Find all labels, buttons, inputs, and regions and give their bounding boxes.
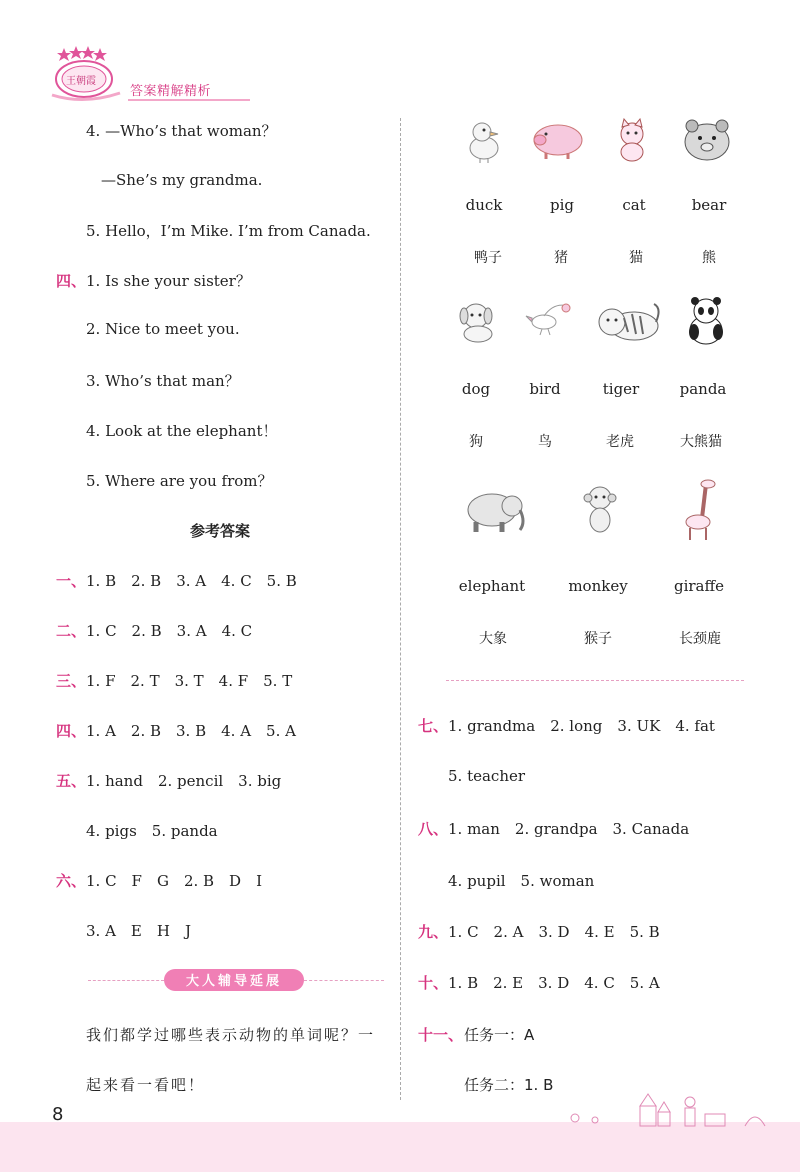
answer-line: 3. A E H J	[86, 922, 191, 940]
animal-name: cat	[622, 196, 646, 214]
answer-line: 1. C F G 2. B D I	[86, 872, 263, 890]
column-divider	[400, 118, 401, 1100]
animal-name: monkey	[568, 577, 628, 595]
animal-name: duck	[465, 196, 503, 214]
animal-name: panda	[679, 380, 727, 398]
animal-chinese: 狗	[469, 434, 483, 450]
guidance-paragraph: 起来看一看吧！	[86, 1076, 206, 1094]
bird-icon	[524, 302, 572, 338]
bear-icon	[682, 118, 732, 162]
question-1: 1. Is she your sister？	[86, 272, 251, 290]
animal-name: bird	[529, 380, 561, 398]
animal-chinese: 鸟	[538, 434, 552, 450]
animal-name: pig	[549, 196, 574, 214]
header-title: 答案精解精析	[130, 84, 212, 99]
animal-chinese: 大象	[479, 631, 507, 647]
answer-line: 1. F 2. T 3. T 4. F 5. T	[86, 672, 293, 690]
answer-line: 1. C 2. A 3. D 4. E 5. B	[448, 923, 660, 941]
question-2: 2. Nice to meet you.	[86, 320, 240, 338]
answer-line: 4. pigs 5. panda	[86, 822, 218, 840]
answer-prefix: 五、	[56, 772, 87, 790]
answer-line: 任务二：1. B	[464, 1076, 554, 1094]
answer-prefix: 六、	[56, 872, 87, 890]
answer-line: 4. pupil 5. woman	[448, 872, 595, 890]
dialog-line-4a: 4. —Who’s that woman？	[86, 122, 277, 140]
answer-line: 1. man 2. grandpa 3. Canada	[448, 820, 690, 838]
panda-icon	[686, 296, 726, 346]
answer-line: 1. grandma 2. long 3. UK 4. fat	[448, 717, 715, 735]
animal-chinese: 猴子	[584, 631, 612, 647]
giraffe-icon	[682, 478, 722, 542]
header-rule	[128, 99, 250, 101]
animal-chinese: 猪	[554, 250, 568, 266]
animal-chinese: 大熊猫	[680, 434, 722, 450]
monkey-icon	[582, 484, 618, 536]
animal-name: giraffe	[673, 577, 725, 595]
answer-prefix: 十一、	[418, 1026, 464, 1044]
animal-name: elephant	[458, 577, 526, 595]
answers-title: 参考答案	[189, 522, 250, 540]
animal-chinese: 老虎	[606, 434, 634, 450]
answer-prefix: 十、	[418, 974, 449, 992]
footer-band	[0, 1122, 800, 1172]
tiger-icon	[594, 298, 662, 346]
answer-line: 1. C 2. B 3. A 4. C	[86, 622, 253, 640]
divider	[446, 680, 744, 681]
cat-icon	[612, 118, 652, 162]
dog-icon	[456, 300, 500, 344]
guidance-banner-text: 大人辅导延展	[185, 974, 282, 989]
question-3: 3. Who’s that man？	[86, 372, 240, 390]
animal-chinese: 鸭子	[474, 250, 502, 266]
answer-prefix: 一、	[56, 572, 87, 590]
question-4: 4. Look at the elephant！	[86, 422, 278, 440]
dialog-line-4b: —She’s my grandma.	[101, 171, 263, 189]
animal-chinese: 猫	[629, 250, 643, 266]
pig-icon	[530, 120, 586, 160]
answer-prefix: 七、	[418, 717, 449, 735]
answer-line: 1. B 2. B 3. A 4. C 5. B	[86, 572, 297, 590]
page-number: 8	[52, 1104, 64, 1125]
animal-name: tiger	[602, 380, 640, 398]
question-5: 5. Where are you from？	[86, 472, 273, 490]
answer-line: 1. B 2. E 3. D 4. C 5. A	[448, 974, 660, 992]
animal-name: bear	[691, 196, 727, 214]
answer-line: 1. hand 2. pencil 3. big	[86, 772, 282, 790]
animal-chinese: 长颈鹿	[679, 631, 721, 647]
logo-text: 王朝霞	[66, 76, 96, 87]
divider	[88, 980, 164, 981]
animal-chinese: 熊	[702, 250, 716, 266]
answer-prefix: 四、	[56, 722, 87, 740]
castle-decoration-icon	[555, 1088, 800, 1128]
elephant-icon	[462, 488, 528, 534]
guidance-paragraph: 我们都学过哪些表示动物的单词呢？一	[86, 1026, 376, 1044]
animal-name: dog	[461, 380, 491, 398]
answer-prefix: 八、	[418, 820, 449, 838]
answer-line: 5. teacher	[448, 767, 526, 785]
answer-line: 1. A 2. B 3. B 4. A 5. A	[86, 722, 296, 740]
answer-prefix: 九、	[418, 923, 449, 941]
section-prefix: 四、	[56, 272, 87, 290]
duck-icon	[462, 118, 506, 164]
answer-prefix: 二、	[56, 622, 87, 640]
answer-prefix: 三、	[56, 672, 87, 690]
divider	[304, 980, 384, 981]
dialog-line-5: 5. Hello，I’m Mike. I’m from Canada.	[86, 222, 371, 240]
answer-line: 任务一：A	[464, 1026, 535, 1044]
